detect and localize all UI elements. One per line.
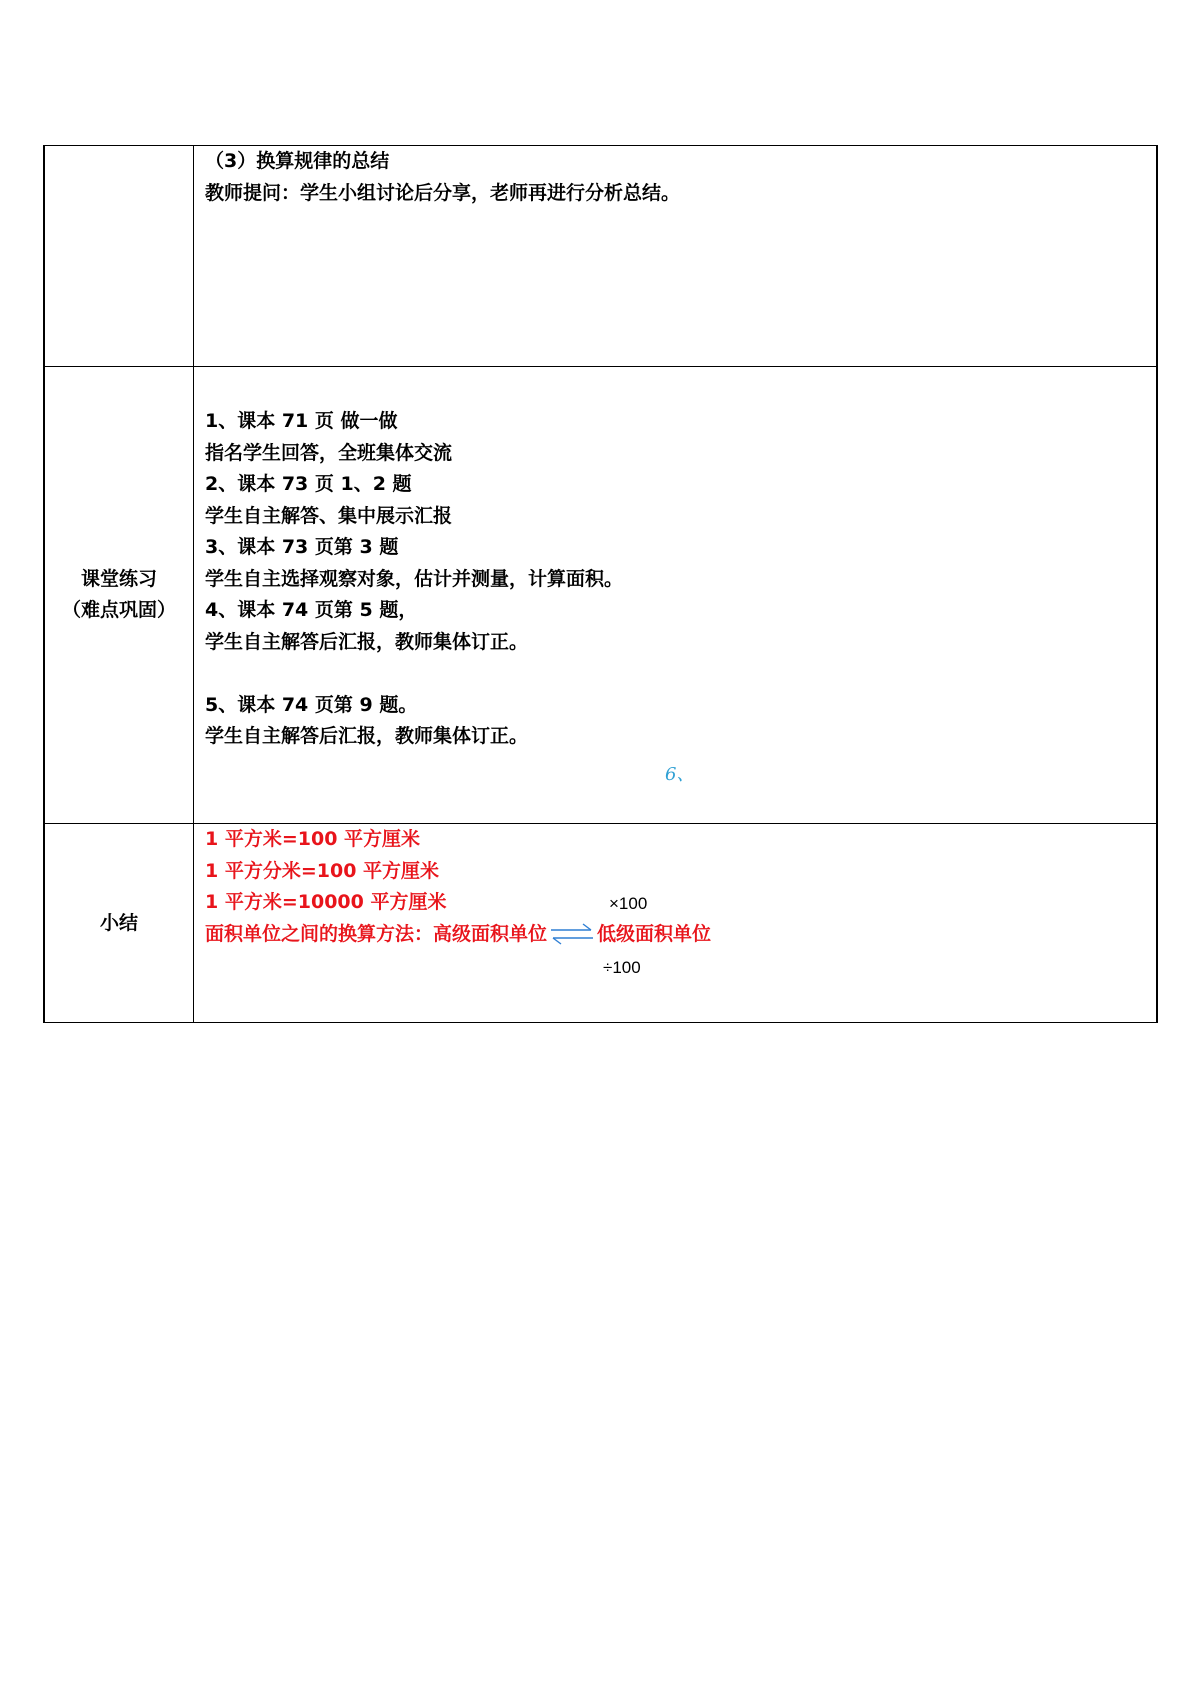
table-row (44, 367, 1157, 824)
practice-note: 6、 (665, 764, 695, 785)
practice-sublabel: （难点巩固） (61, 599, 176, 621)
practice-item: 4、课本 74 页第 5 题， (205, 599, 418, 621)
spacer (205, 658, 1156, 690)
section-heading: （3）换算规律的总结 (205, 150, 390, 172)
practice-item: 3、课本 73 页第 3 题 (205, 536, 399, 558)
conversion-prefix: 面积单位之间的换算方法：高级面积单位 (205, 922, 548, 945)
summary-line: 1 平方分米=100 平方厘米 (205, 859, 440, 882)
practice-label: 课堂练习 (80, 568, 157, 590)
conversion-method (205, 919, 1156, 951)
transform-summary-cell (194, 146, 1158, 367)
table-row (44, 146, 1157, 367)
teacher-question: 教师提问：学生小组讨论后分享，老师再进行分析总结。 (205, 181, 681, 204)
practice-item: 学生自主选择观察对象，估计并测量，计算面积。 (205, 567, 624, 590)
practice-item: 学生自主解答后汇报，教师集体订正。 (205, 725, 529, 747)
table-row (44, 824, 1157, 1023)
practice-item: 5、课本 74 页第 9 题。 (205, 693, 418, 716)
summary-line: 1 平方米=100 平方厘米 (205, 828, 421, 850)
divide-label: ÷100 (603, 958, 641, 977)
practice-label-cell (44, 367, 194, 824)
practice-item: 学生自主解答后汇报，教师集体订正。 (205, 630, 529, 653)
practice-item: 学生自主解答、集中展示汇报 (205, 504, 453, 527)
conversion-suffix: 低级面积单位 (597, 922, 712, 945)
practice-content-cell (194, 367, 1158, 824)
lesson-plan-table (43, 145, 1158, 1023)
empty-label-cell (44, 146, 194, 367)
summary-line: 1 平方米=10000 平方厘米 (205, 891, 447, 913)
practice-item: 1、课本 71 页 做一做 (205, 410, 398, 432)
multiply-label: ×100 (609, 894, 648, 913)
double-arrow-icon (549, 922, 595, 946)
summary-content-cell (194, 824, 1158, 1023)
summary-label: 小结 (99, 911, 138, 934)
practice-item: 2、课本 73 页 1、2 题 (205, 473, 412, 495)
practice-item: 指名学生回答，全班集体交流 (205, 441, 453, 464)
summary-label-cell (44, 824, 194, 1023)
